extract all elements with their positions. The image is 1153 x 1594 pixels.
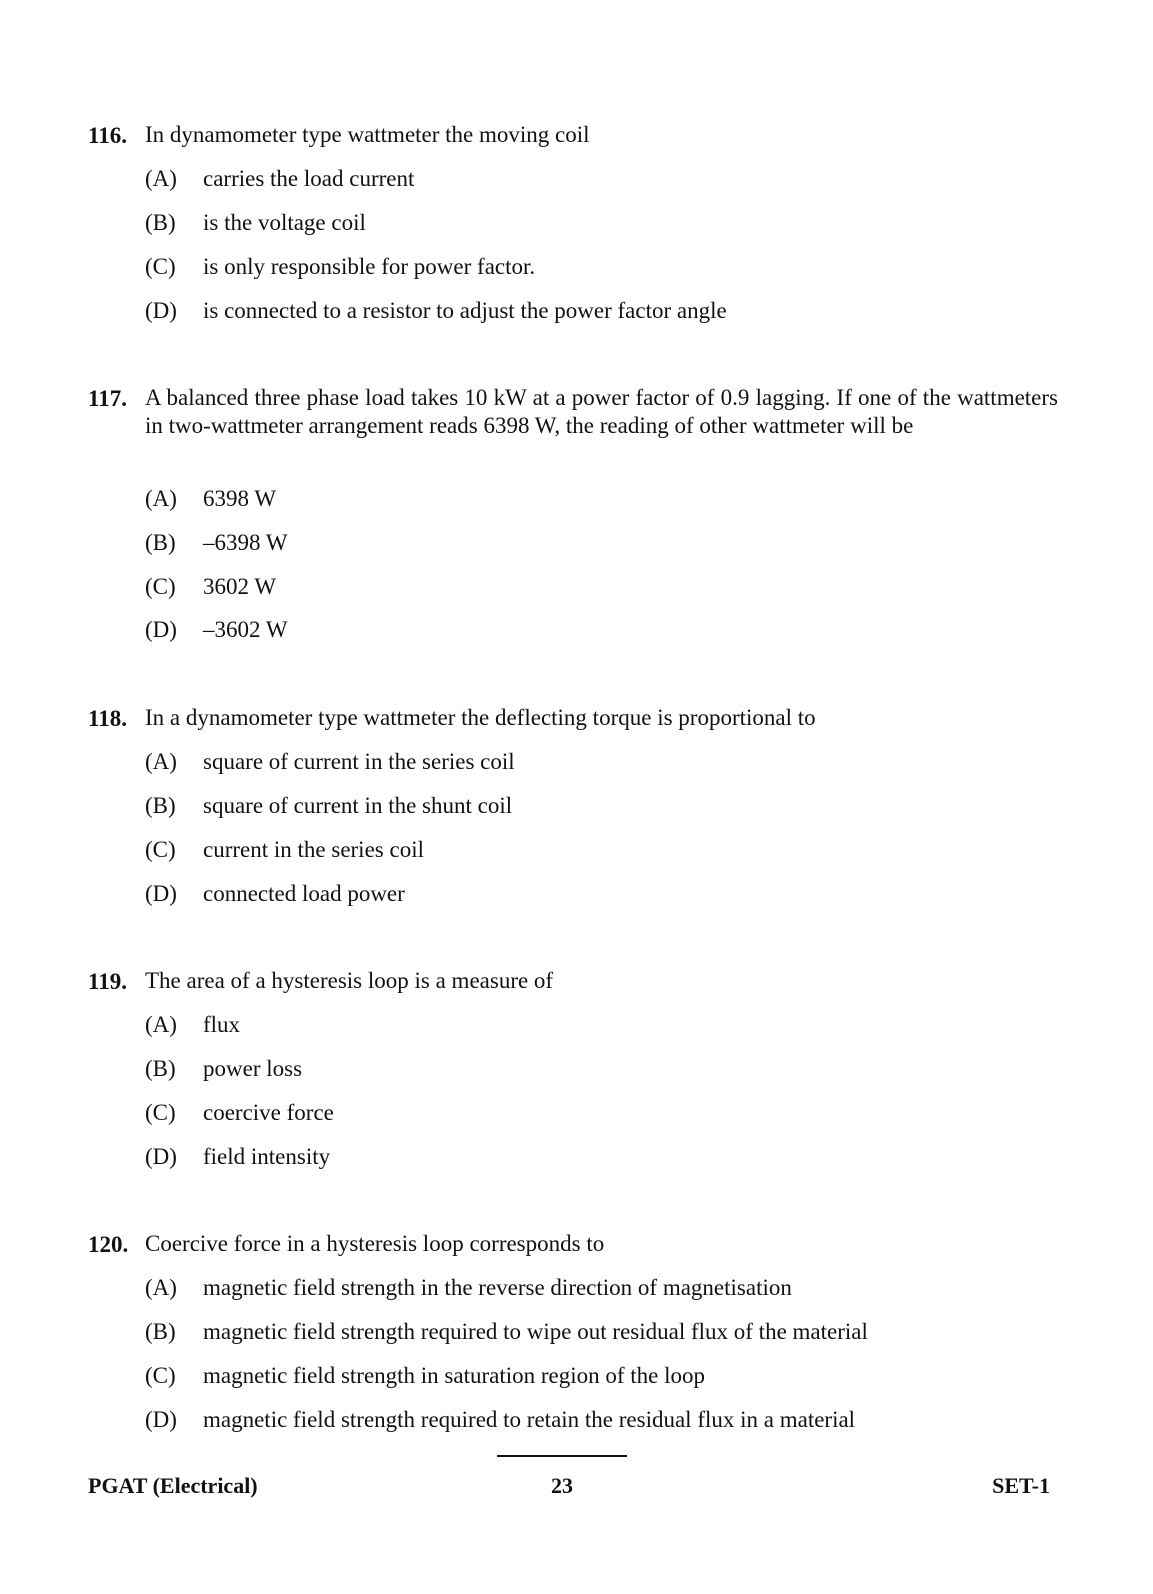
option-a (145, 485, 276, 513)
option-text: magnetic field strength required to wipe out residual flux of the material (203, 1319, 868, 1344)
question-number: 119. (88, 969, 127, 994)
option-letter: (D) (145, 1144, 177, 1169)
option-letter: (D) (145, 298, 177, 323)
footer-page-number: 23 (551, 1473, 573, 1498)
question-stem (88, 121, 1058, 149)
option-text: –3602 W (203, 617, 288, 642)
option-text: flux (203, 1012, 241, 1037)
option-text: magnetic field strength in the reverse direction of magnetisation (203, 1275, 792, 1300)
question-text: The area of a hysteresis loop is a measure of (145, 968, 554, 993)
question-119 (88, 967, 1058, 1169)
option-text: is only responsible for power factor. (203, 254, 536, 279)
option-letter: (C) (145, 1363, 176, 1388)
option-c (145, 573, 276, 601)
option-letter: (D) (145, 1407, 177, 1432)
option-d (145, 1406, 855, 1434)
question-120 (88, 1230, 1058, 1432)
option-text: current in the series coil (203, 837, 424, 862)
option-letter: (C) (145, 254, 176, 279)
option-text: square of current in the series coil (203, 749, 515, 774)
option-text: carries the load current (203, 166, 415, 191)
option-text: –6398 W (203, 530, 288, 555)
option-b (145, 792, 512, 820)
option-text: power loss (203, 1056, 303, 1081)
option-letter: (C) (145, 837, 176, 862)
question-number: 120. (88, 1232, 129, 1257)
option-letter: (B) (145, 210, 176, 235)
option-text: 3602 W (203, 574, 277, 599)
question-number: 117. (88, 386, 127, 411)
option-letter: (C) (145, 574, 176, 599)
option-text: coercive force (203, 1100, 334, 1125)
option-b (145, 209, 366, 237)
option-b (145, 529, 288, 557)
question-number: 116. (88, 123, 127, 148)
footer-set-label: SET-1 (992, 1473, 1050, 1498)
option-d (145, 1143, 330, 1171)
option-letter: (A) (145, 166, 177, 191)
option-letter: (A) (145, 1012, 177, 1037)
option-text: magnetic field strength in saturation region of the loop (203, 1363, 706, 1388)
option-d (145, 297, 727, 325)
option-text: is connected to a resistor to adjust the power factor angle (203, 298, 727, 323)
footer-divider (497, 1455, 627, 1457)
option-text: is the voltage coil (203, 210, 366, 235)
question-117 (88, 384, 1058, 642)
option-letter: (B) (145, 530, 176, 555)
question-text: In dynamometer type wattmeter the moving coil (145, 122, 590, 147)
option-text: field intensity (203, 1144, 331, 1169)
option-d (145, 880, 405, 908)
option-a (145, 748, 515, 776)
option-letter: (B) (145, 793, 176, 818)
option-letter: (C) (145, 1100, 176, 1125)
option-text: 6398 W (203, 486, 277, 511)
question-text: Coercive force in a hysteresis loop corresponds to (145, 1231, 605, 1256)
option-text: magnetic field strength required to retain the residual flux in a material (203, 1407, 856, 1432)
question-stem (88, 967, 1058, 995)
question-text: A balanced three phase load takes 10 kW at a power factor of 0.9 lagging. If one of the wattmeters in two-wattmeter arrangement reads 6398 W, the reading of other wattmeter will be (145, 385, 1058, 438)
option-letter: (A) (145, 486, 177, 511)
option-letter: (A) (145, 1275, 177, 1300)
option-letter: (A) (145, 749, 177, 774)
question-116 (88, 121, 1058, 323)
question-stem (88, 704, 1058, 732)
option-c (145, 1099, 334, 1127)
question-number: 118. (88, 706, 127, 731)
option-b (145, 1318, 868, 1346)
question-stem (88, 1230, 1058, 1258)
question-text: In a dynamometer type wattmeter the deflecting torque is proportional to (145, 705, 816, 730)
option-text: square of current in the shunt coil (203, 793, 513, 818)
option-c (145, 836, 424, 864)
option-letter: (B) (145, 1056, 176, 1081)
option-letter: (D) (145, 617, 177, 642)
question-stem (88, 384, 1058, 440)
option-letter: (D) (145, 881, 177, 906)
option-c (145, 253, 535, 281)
option-d (145, 616, 288, 644)
option-a (145, 165, 414, 193)
question-118 (88, 704, 1058, 906)
option-a (145, 1274, 792, 1302)
option-text: connected load power (203, 881, 405, 906)
footer-exam-name: PGAT (Electrical) (88, 1473, 258, 1498)
option-b (145, 1055, 302, 1083)
option-c (145, 1362, 705, 1390)
option-a (145, 1011, 240, 1039)
option-letter: (B) (145, 1319, 176, 1344)
